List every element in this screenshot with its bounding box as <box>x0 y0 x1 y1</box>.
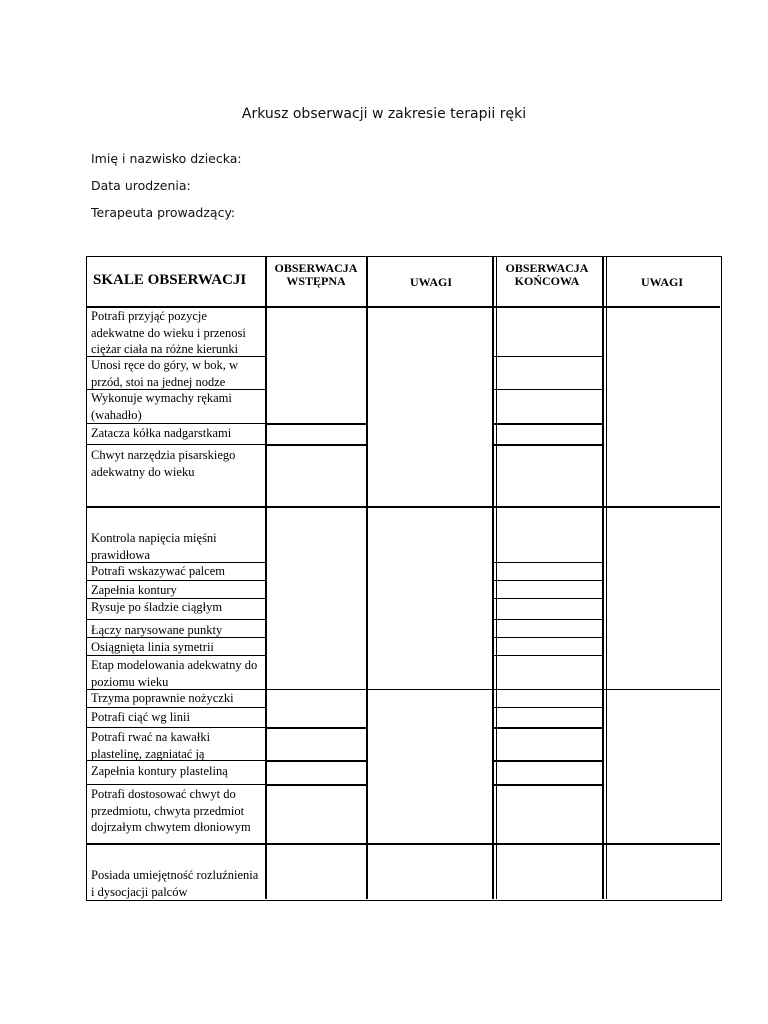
table-rule-vertical <box>366 257 368 899</box>
row-label: Zapełnia kontury plasteliną <box>91 764 228 778</box>
row-label: Potrafi ciąć wg linii <box>91 710 190 724</box>
table-rule-horizontal <box>494 619 604 620</box>
table-rule-vertical <box>606 257 607 899</box>
table-rule-horizontal <box>87 689 720 690</box>
therapist-field: Terapeuta prowadzący: <box>91 205 236 220</box>
row-label: Potrafi rwać na kawałki plastelinę, zagniatać ją <box>91 730 211 761</box>
row-label: Osiągnięta linia symetrii <box>91 640 214 654</box>
table-rule-horizontal <box>87 784 267 785</box>
table-rule-horizontal <box>87 619 267 620</box>
header-observation-scales: SKALE OBSERWACJI <box>93 272 247 288</box>
table-rule-horizontal <box>87 580 267 581</box>
table-rule-horizontal <box>265 727 367 729</box>
row-label: Unosi ręce do góry, w bok, w przód, stoi na jednej nodze <box>91 358 239 389</box>
table-rule-horizontal <box>87 562 267 563</box>
table-rule-horizontal <box>494 580 604 581</box>
table-rule-horizontal <box>87 655 267 656</box>
table-rule-vertical <box>496 257 497 899</box>
row-label: Zapełnia kontury <box>91 583 177 597</box>
table-rule-horizontal <box>494 389 604 390</box>
table-rule-horizontal <box>265 760 367 762</box>
table-rule-horizontal <box>492 423 604 425</box>
table-rule-vertical <box>492 257 494 899</box>
table-rule-horizontal <box>494 562 604 563</box>
table-rule-vertical <box>265 257 267 899</box>
table-rule-horizontal <box>494 655 604 656</box>
table-rule-horizontal <box>87 444 267 445</box>
table-rule-horizontal <box>494 598 604 599</box>
table-rule-horizontal <box>494 637 604 638</box>
observation-table <box>86 256 722 901</box>
row-label: Trzyma poprawnie nożyczki <box>91 691 234 705</box>
row-label: Etap modelowania adekwatny do poziomu wieku <box>91 658 258 689</box>
table-rule-horizontal <box>265 784 367 786</box>
table-rule-horizontal <box>494 356 604 357</box>
table-rule-horizontal <box>87 707 267 708</box>
table-rule-horizontal <box>87 306 720 308</box>
table-rule-horizontal <box>265 444 367 446</box>
table-rule-horizontal <box>265 423 367 425</box>
table-rule-horizontal <box>492 784 604 786</box>
row-label: Potrafi przyjąć pozycje adekwatne do wieku i przenosi ciężar ciała na różne kierunki <box>91 309 246 356</box>
row-label: Potrafi wskazywać palcem <box>91 564 225 578</box>
document-title: Arkusz obserwacji w zakresie terapii ręki <box>241 106 527 122</box>
row-label: Posiada umiejętność rozluźnienia i dysocjacji palców <box>91 868 259 899</box>
table-rule-horizontal <box>87 423 267 424</box>
table-rule-horizontal <box>87 760 267 761</box>
table-rule-horizontal <box>87 356 267 357</box>
child-name-field: Imię i nazwisko dziecka: <box>91 151 242 166</box>
row-label: Rysuje po śladzie ciągłym <box>91 600 223 614</box>
header-final-observation: OBSERWACJA KOŃCOWA <box>505 261 589 288</box>
header-initial-observation: OBSERWACJA WSTĘPNA <box>274 261 358 288</box>
table-rule-horizontal <box>492 760 604 762</box>
row-label: Potrafi dostosować chwyt do przedmiotu, chwyta przedmiot dojrzałym chwytem dłoniowym <box>91 787 251 834</box>
table-rule-horizontal <box>87 506 720 508</box>
table-rule-horizontal <box>494 707 604 708</box>
table-rule-horizontal <box>87 598 267 599</box>
row-label: Zatacza kółka nadgarstkami <box>91 426 232 440</box>
table-rule-horizontal <box>87 389 267 390</box>
row-label: Wykonuje wymachy rękami (wahadło) <box>91 391 232 422</box>
row-label: Chwyt narzędzia pisarskiego adekwatny do wieku <box>91 448 236 479</box>
birth-date-field: Data urodzenia: <box>91 178 191 193</box>
row-label: Kontrola napięcia mięśni prawidłowa <box>91 531 217 562</box>
row-label: Łączy narysowane punkty <box>91 623 223 637</box>
table-rule-horizontal <box>87 727 267 728</box>
table-rule-vertical <box>602 257 604 899</box>
table-rule-horizontal <box>492 727 604 729</box>
table-rule-horizontal <box>492 444 604 446</box>
header-notes-1: UWAGI <box>409 275 452 289</box>
table-rule-horizontal <box>87 843 720 845</box>
header-notes-2: UWAGI <box>640 275 683 289</box>
table-rule-horizontal <box>87 637 267 638</box>
